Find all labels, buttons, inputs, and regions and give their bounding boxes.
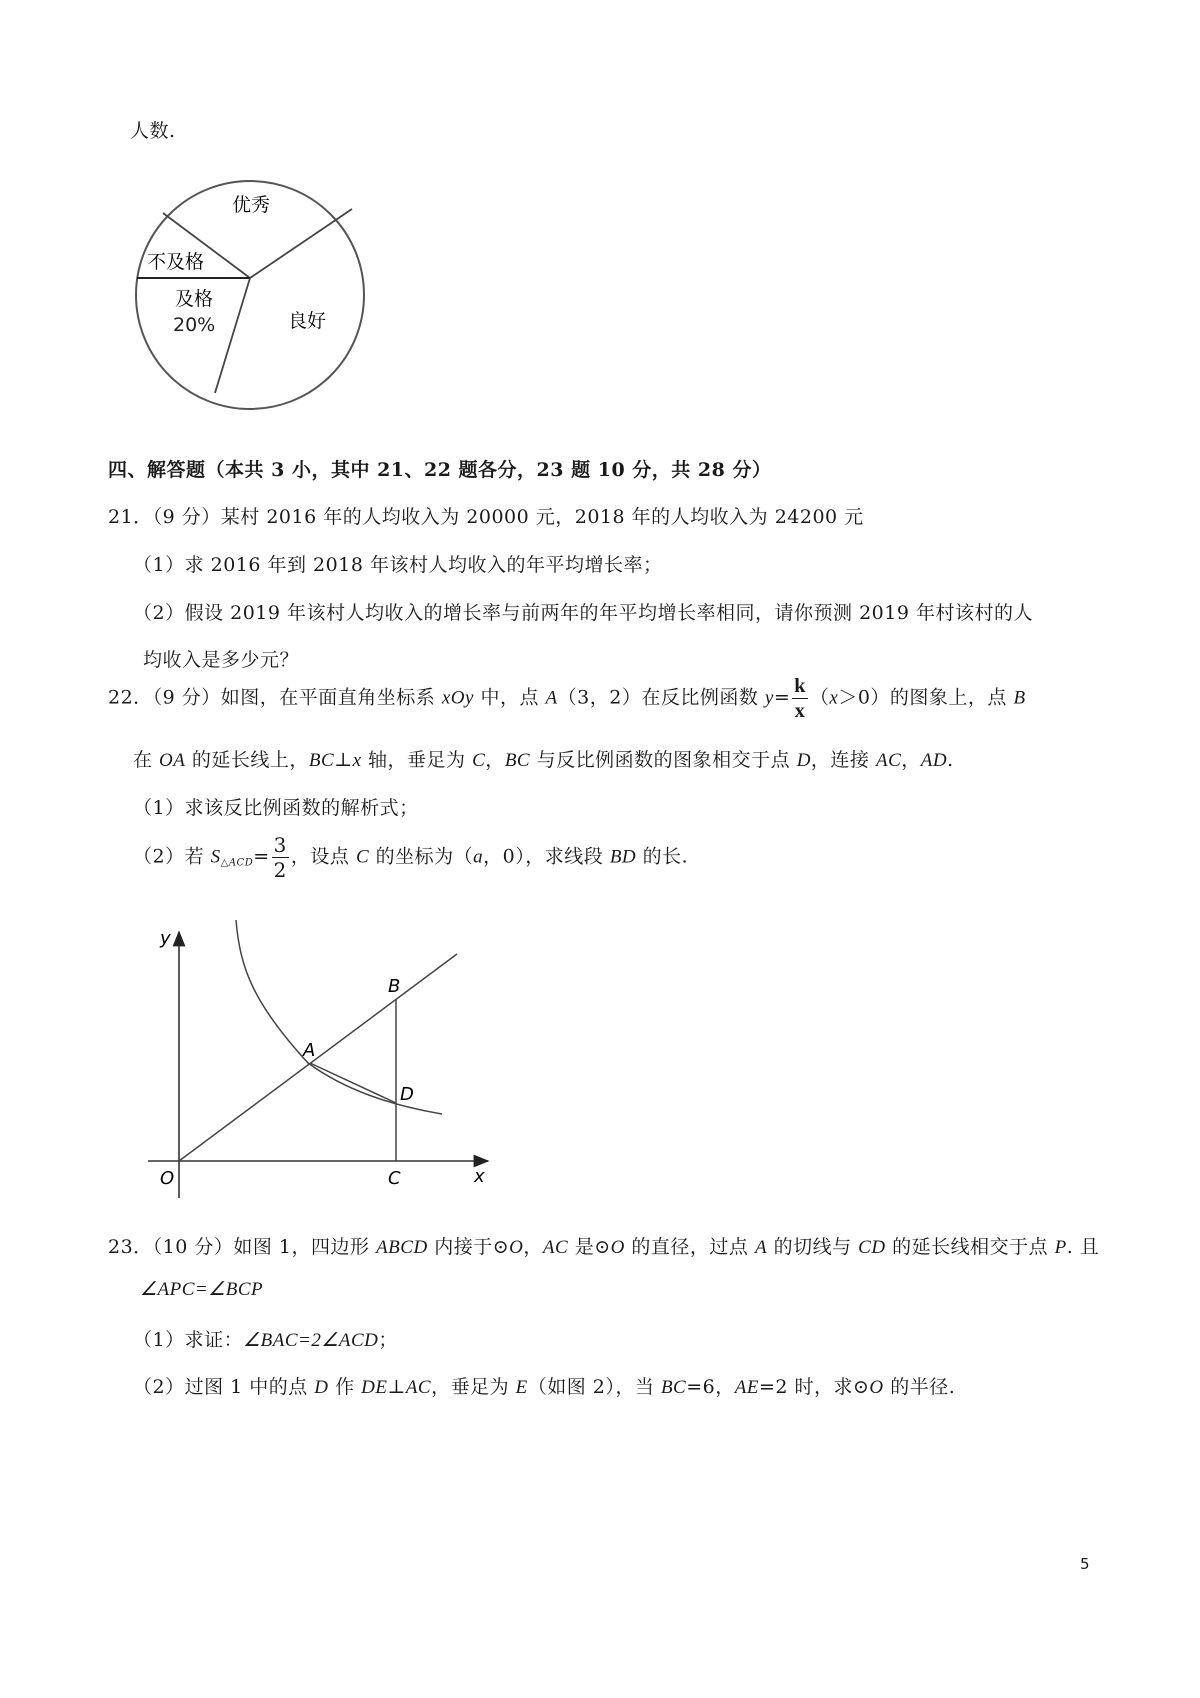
label-x: x xyxy=(474,1166,485,1187)
q22-seg-bc: BC xyxy=(308,750,335,771)
fraction-denominator: 2 xyxy=(273,858,287,882)
q23-perp: ⊥ xyxy=(387,1376,406,1398)
page-number: 5 xyxy=(1080,1555,1090,1573)
q23-circle-o: O xyxy=(509,1237,524,1258)
q21-part2-line1: （2）假设 2019 年该村人均收入的增长率与前两年的年平均增长率相同，请你预测 2019 年村该村的人 xyxy=(133,602,1033,624)
pie-label-excellent: 优秀 xyxy=(232,194,271,216)
q23-circle-o: O xyxy=(610,1237,625,1258)
q22-point-d: D xyxy=(796,750,811,771)
q21-part2-line2: 均收入是多少元？ xyxy=(143,649,300,671)
q22-line2 xyxy=(133,745,954,772)
q22-point-a: A xyxy=(545,687,558,709)
q22-seg-ac: AC xyxy=(875,750,902,771)
q23-seg-ac: AC xyxy=(405,1377,432,1398)
pie-chart xyxy=(130,175,380,415)
q22-stem-text: 中，点 xyxy=(473,686,546,709)
label-d: D xyxy=(400,1084,414,1105)
q22-var-x: x xyxy=(352,750,362,771)
q23-text: =6， xyxy=(686,1376,735,1398)
q23-seg-ac: AC xyxy=(542,1237,569,1258)
q23-seg-cd: CD xyxy=(858,1237,886,1258)
q23-text: ； xyxy=(378,1329,398,1351)
q23-text: 的半径. xyxy=(883,1376,956,1398)
q23-text: =2 时，求⊙ xyxy=(758,1376,870,1398)
q23-seg-ae: AE xyxy=(734,1377,759,1398)
q23-circle-o: O xyxy=(869,1377,884,1398)
q23-text: 的直径，过点 xyxy=(624,1236,755,1258)
q22-area-subscript: △ACD xyxy=(220,857,254,869)
q22-var-x: x xyxy=(829,687,839,709)
q23-stem xyxy=(108,1232,1099,1259)
pie-divider-pass-good xyxy=(215,278,250,393)
q22-var-xoy: xOy xyxy=(441,687,474,709)
q22-stem-text: ＞0）的图象上，点 xyxy=(838,686,1014,709)
q22-stem-text: （ xyxy=(809,686,830,709)
fraction-numerator: k xyxy=(794,675,806,697)
q23-text: . 且 xyxy=(1066,1236,1100,1258)
q23-text: （如图 2），当 xyxy=(527,1376,661,1398)
q22-seg-ad: AD xyxy=(920,750,948,771)
q23-part1 xyxy=(133,1325,398,1352)
q23-angle-equation: ∠BAC=2∠ACD xyxy=(243,1330,379,1351)
q22-text: 在 xyxy=(133,749,160,771)
q23-angle-equation: ∠APC=∠BCP xyxy=(140,1279,264,1300)
q22-fraction-k-over-x xyxy=(792,676,808,721)
q23-point-a: A xyxy=(754,1237,768,1258)
q23-text: ， xyxy=(523,1236,543,1258)
label-c: C xyxy=(388,1168,401,1189)
pie-label-pass-percent: 20% xyxy=(173,314,216,336)
q22-text: 的长. xyxy=(636,845,689,868)
q23-seg-de: DE xyxy=(361,1377,388,1398)
q23-text: 是⊙ xyxy=(568,1236,611,1258)
q23-text: 23．（10 分）如图 1，四边形 xyxy=(108,1236,377,1258)
q23-quad-abcd: ABCD xyxy=(376,1237,428,1258)
q22-stem-text: （3，2）在反比例函数 xyxy=(557,686,765,709)
section-heading: 四、解答题（本共 3 小，其中 21、22 题各分，23 题 10 分，共 28 分） xyxy=(108,459,772,481)
q22-area-s: S xyxy=(210,846,221,868)
segment-ad xyxy=(310,1063,396,1103)
q22-perp: ⊥ xyxy=(334,749,353,771)
pie-label-good: 良好 xyxy=(288,310,327,332)
pie-divider-excellent-good xyxy=(250,209,352,278)
q23-text: （1）求证： xyxy=(133,1329,244,1351)
q22-fraction-3-over-2 xyxy=(272,835,289,880)
q22-seg-bc: BC xyxy=(504,750,531,771)
q23-part2 xyxy=(133,1372,955,1399)
q22-seg-bd: BD xyxy=(609,846,637,868)
pie-label-fail: 不及格 xyxy=(147,251,205,273)
q23-text: 的切线与 xyxy=(767,1236,859,1258)
q22-seg-oa: OA xyxy=(159,750,186,771)
q23-point-d: D xyxy=(314,1377,329,1398)
q22-equals: = xyxy=(773,686,791,709)
q23-text: 的延长线相交于点 xyxy=(885,1236,1055,1258)
line-ob xyxy=(179,954,457,1161)
q22-point-c: C xyxy=(472,750,486,771)
q22-text: . xyxy=(947,749,954,771)
label-y: y xyxy=(160,928,171,949)
q22-text: ， xyxy=(485,749,505,771)
fraction-denominator: x xyxy=(794,700,806,722)
q22-coordinate-figure xyxy=(130,920,490,1210)
q23-line2 xyxy=(140,1278,263,1301)
q22-stem xyxy=(108,676,1026,721)
q23-text: 内接于⊙ xyxy=(427,1236,510,1258)
q21-part1: （1）求 2016 年到 2018 年该村人均收入的年平均增长率； xyxy=(133,554,663,576)
q23-text: ，垂足为 xyxy=(431,1376,516,1398)
q21-stem: 21．（9 分）某村 2016 年的人均收入为 20000 元，2018 年的人均收入为 24200 元 xyxy=(108,506,864,528)
q23-text: 作 xyxy=(328,1376,362,1398)
q23-seg-bc: BC xyxy=(660,1377,687,1398)
fraction-numerator: 3 xyxy=(273,833,287,857)
q22-text: 与反比例函数的图象相交于点 xyxy=(530,749,797,771)
label-a: A xyxy=(303,1040,316,1061)
label-b: B xyxy=(388,976,401,997)
q23-point-p: P xyxy=(1054,1237,1067,1258)
q22-var-a: a xyxy=(473,846,484,868)
q23-text: （2）过图 1 中的点 xyxy=(133,1376,315,1398)
q22-text: 轴，垂足为 xyxy=(361,749,473,771)
q22-part2 xyxy=(133,835,688,880)
q22-text: 的坐标为（ xyxy=(369,845,474,868)
q22-text: ， xyxy=(901,749,921,771)
pie-label-pass: 及格 xyxy=(175,288,214,310)
intro-tail-text: 人数. xyxy=(130,120,176,142)
q22-text: ，设点 xyxy=(290,845,356,868)
q22-var-y: y xyxy=(764,687,774,709)
q23-point-e: E xyxy=(515,1377,528,1398)
q22-equals: = xyxy=(253,845,270,868)
q22-point-b: B xyxy=(1013,687,1026,709)
q22-part1: （1）求该反比例函数的解析式； xyxy=(133,797,419,819)
q22-text: （2）若 xyxy=(133,845,211,868)
q22-stem-text: 22．（9 分）如图，在平面直角坐标系 xyxy=(108,686,442,709)
q22-text: ，0），求线段 xyxy=(483,845,610,868)
q22-text: ，连接 xyxy=(810,749,876,771)
q22-point-c: C xyxy=(355,846,370,868)
q22-text: 的延长线上， xyxy=(185,749,309,771)
label-o: O xyxy=(160,1168,175,1189)
